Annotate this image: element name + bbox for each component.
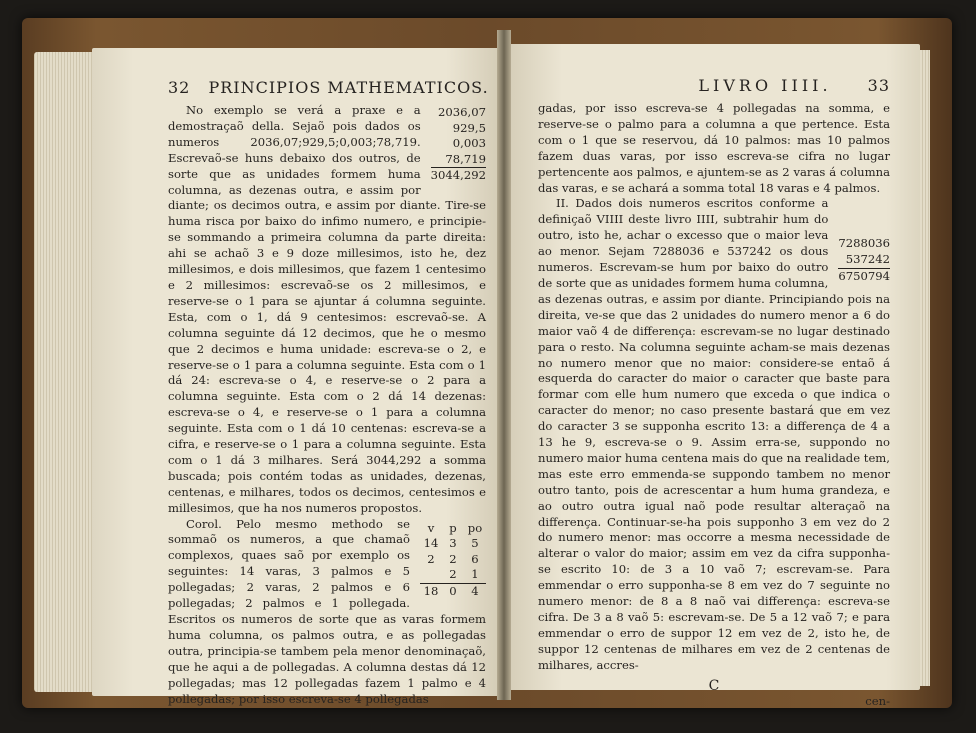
table-header bbox=[420, 521, 486, 537]
sub-row: 7288036 bbox=[838, 236, 890, 251]
sub-result: 6750794 bbox=[838, 268, 890, 283]
left-running-title: PRINCIPIOS MATHEMATICOS. bbox=[208, 78, 489, 97]
left-text-body bbox=[168, 103, 486, 707]
right-page-number: 33 bbox=[867, 76, 890, 95]
sum-row: 929,5 bbox=[452, 120, 486, 135]
table-header-cell: v bbox=[427, 520, 435, 535]
decimal-sum bbox=[431, 105, 486, 184]
left-running-head bbox=[168, 78, 489, 97]
table-cell: 4 bbox=[471, 583, 479, 598]
subtraction bbox=[838, 236, 890, 284]
sum-row: 2036,07 bbox=[438, 105, 486, 119]
left-page-number: 32 bbox=[168, 78, 191, 97]
table-cell: 3 bbox=[449, 536, 457, 551]
left-paragraph-2: Corol. Pelo mesmo methodo se sommaõ os numeros, a que chamaõ complexos, quaes saõ por exemplo os seguintes: 14 varas, 3 palmos e 5 pollegadas; 2 varas, 2 palmos e 6 pollegadas; 2 palmos e 1 pollegada. Escritos os numeros de sorte que as varas formem huma columna, os palmos outra, e as pollegadas outra, principia-se tambem pela menor denominaçaõ, que he aqui a de pollegadas. A columna destas dá 12 pollegadas; mas 12 pollegadas fazem 1 palmo e 4 pollegadas; por isso escreva-se 4 pollegadas bbox=[168, 516, 486, 706]
left-page-edges bbox=[34, 52, 96, 692]
complex-number-table bbox=[420, 521, 486, 600]
right-text-body bbox=[538, 101, 890, 708]
sub-row: 537242 bbox=[845, 252, 890, 267]
table-cell: 1 bbox=[471, 567, 479, 582]
sum-total: 3044,292 bbox=[430, 168, 486, 183]
table-cell: 14 bbox=[423, 536, 439, 551]
table-cell: 2 bbox=[449, 567, 457, 582]
table-total-row bbox=[420, 583, 486, 600]
book-gutter bbox=[497, 30, 511, 700]
right-page bbox=[504, 44, 920, 708]
right-running-title: LIVRO IIII. bbox=[698, 76, 832, 95]
table-row bbox=[420, 552, 486, 568]
sum-row: 78,719 bbox=[445, 151, 486, 166]
right-paragraph-1: gadas, por isso escreva-se 4 pollegadas na somma, e reserve-se o palmo para a columna a que pertence. Esta com o 1 que se reservou, dá 10 palmos: mas 10 palmos fazem duas varas, por isso escreva-se cifra no lugar pertencente aos palmos, e ajuntem-se as 2 varas á columna das varas, e se achará a somma total 18 varas e 4 palmos. bbox=[538, 101, 890, 195]
left-paragraph-1: No exemplo se verá a praxe e a demostraçaõ della. Sejaõ pois dados os numeros 2036,07;929,5;0,003;78,719. Escrevaõ-se huns debaixo dos outros, de sorte que as unidades formem huma columna, as dezenas outra, e assim por diante; os decimos outra, e assim por diante. Tire-se huma risca por baixo do infimo numero, e principie-se sommando a primeira columna da parte direita: ahi se achaõ 3 e 9 doze millesimos, isto he, dez millesimos, e dois millesimos, que fazem 1 centesimo e 2 millesimos: escrevaõ-se os 2 millesimos, e reserve-se o 1 para se ajuntar á columna seguinte. Esta, com o 1, dá 9 centesimos: escrevaõ-se. A columna seguinte dá 12 decimos, que he o mesmo que 2 decimos e huma unidade: escreva-se o 2, e reserve-se o 1 para a columna seguinte. Esta com o 1 dá 24: escreva-se o 4, e reserve-se o 2 para a columna seguinte. Esta com o 2 dá 14 dezenas: escreva-se o 4, e reserve-se o 1 para a columna seguinte. Esta com o 1 dá 10 centenas: escreva-se a cifra, e reserve-se o 1 para a columna seguinte. Esta com o 1 dá 3 milhares. Será 3044,292 a somma buscada; pois contém todas as unidades, dezenas, centenas, e milhares, todos os decimos, centesimos e millesimos, que ha nos numeros propostos. bbox=[168, 103, 486, 515]
table-header-cell: po bbox=[467, 520, 483, 535]
table-cell: 2 bbox=[427, 551, 435, 566]
table-cell: 5 bbox=[471, 536, 479, 551]
table-cell: 18 bbox=[423, 583, 439, 598]
catchword: cen- bbox=[865, 693, 890, 708]
signature-mark: C bbox=[708, 677, 720, 694]
table-row bbox=[420, 536, 486, 552]
table-cell: 0 bbox=[449, 583, 457, 598]
table-row bbox=[420, 567, 486, 583]
table-cell: 2 bbox=[449, 551, 457, 566]
sum-row: 0,003 bbox=[452, 136, 486, 151]
table-header-cell: p bbox=[449, 520, 457, 535]
right-paragraph-2: II. Dados dois numeros escritos conforme a definiçaõ VIIII deste livro IIII, subtrahir hum do outro, isto he, achar o excesso que o maior leva ao menor. Sejam 7288036 e 537242 os dous numeros. Escrevam-se hum por baixo do outro de sorte que as unidades formem huma columna, as dezenas outras, e assim por diante. Principiando pois na direita, ve-se que das 2 unidades do numero menor a 6 do maior vaõ 4 de differença: escrevam-se no lugar destinado para o resto. Na columna seguinte acham-se mais dezenas no numero menor que no maior: considere-se entaõ á esquerda do caracter do maior o caracter que baste para formar com elle hum numero que exceda o que indica o caracter do menor; no caso presente bastará que em vez do caracter 3 se supponha escrito 13: a differença de 4 a 13 he 9, escreva-se o 9. Assim erra-se, suppondo no numero maior huma centena mais do que na realidade tem, mas este erro emmenda-se suppondo tambem no menor outro tanto, pois de acrescentar a hum huma grandeza, e ao outro outra igual naõ pode resultar alteraçaõ na differença. Continuar-se-ha pois supponho 3 em vez do 2 do numero menor: mas occorre a mesma necessidade de alterar o valor do maior; assim em vez da cifra supponha-se escrito 10: de 3 a 10 vaõ 7; escrevam-se. Para emmendar o erro supponha-se 8 em vez do 7 seguinte no numero menor: de 8 a 8 naõ vai differença: escreva-se cifra. De 3 a 8 vaõ 5: escrevam-se. De 5 a 12 vaõ 7; e para emmendar o erro de suppor 12 em vez de 2, isto he, de suppor 12 centenas de milhares em vez de 2 centenas de milhares, accres- bbox=[538, 196, 890, 672]
table-cell: 6 bbox=[471, 551, 479, 566]
right-running-head bbox=[538, 76, 890, 95]
left-page bbox=[92, 48, 504, 706]
